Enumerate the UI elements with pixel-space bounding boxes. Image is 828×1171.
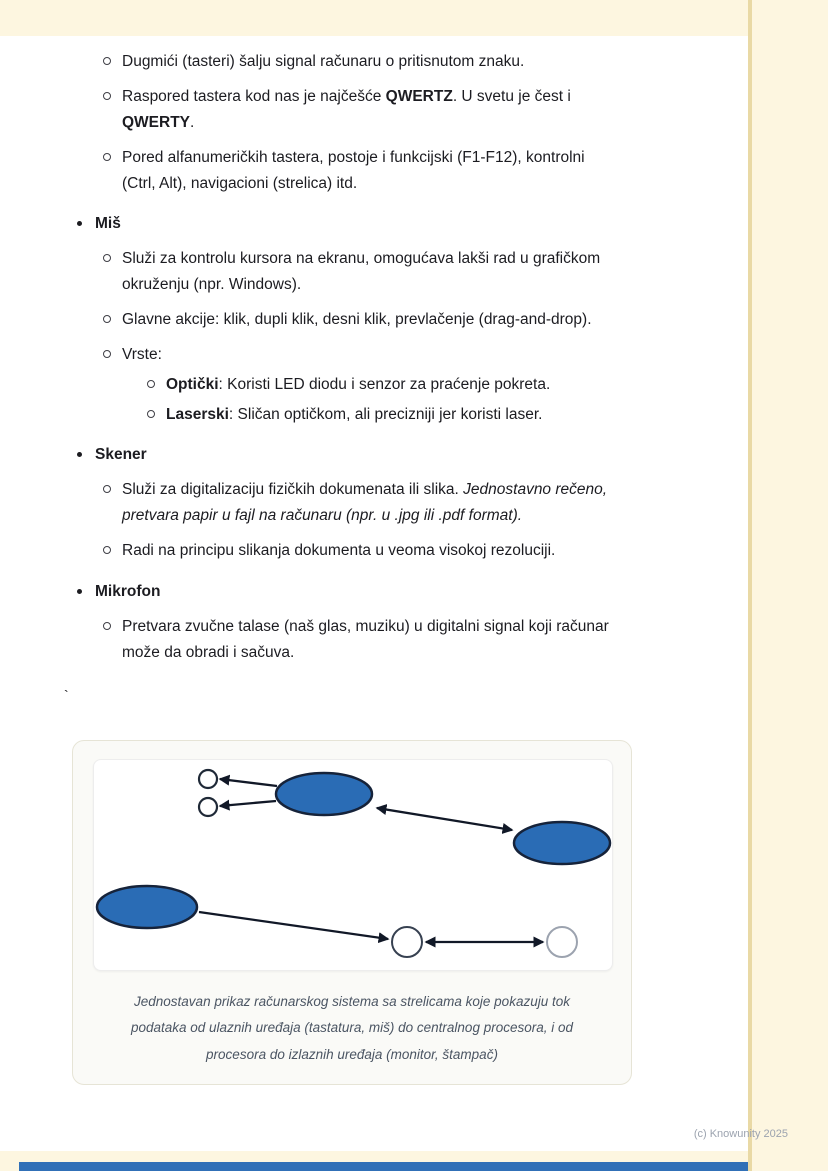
- list-item: [0, 84, 748, 136]
- bullet-circle-icon: [103, 485, 111, 493]
- list-item-text: Pored alfanumeričkih tastera, postoje i funkcijski (F1-F12), kontrolni (Ctrl, Alt), navigacioni (strelica) itd.: [122, 149, 585, 193]
- list-item: [0, 402, 748, 428]
- figure-card: [72, 740, 632, 1085]
- list-item: [0, 372, 748, 398]
- diagram-ellipse-left: [97, 886, 197, 928]
- list-item-text: Dugmići (tasteri) šalju signal računaru o pritisnutom znaku.: [122, 53, 525, 70]
- list-item-text: Laserski: Sličan optičkom, ali precizniji jer koristi laser.: [166, 406, 543, 424]
- list-item: [0, 614, 748, 666]
- list-item-text: Miš: [95, 215, 121, 233]
- list-item: [0, 211, 748, 237]
- page-right-edge: [748, 0, 752, 1171]
- bullet-dot-icon: [77, 221, 82, 226]
- list-item-text: Služi za kontrolu kursora na ekranu, omogućava lakši rad u grafičkom okruženju (npr. Windows).: [122, 250, 601, 294]
- bullet-dot-icon: [77, 452, 82, 457]
- list-item-text: Skener: [95, 446, 147, 464]
- bullet-dot-icon: [77, 589, 82, 594]
- list-item: [0, 579, 748, 605]
- list-item-text: Služi za digitalizaciju fizičkih dokumenata ili slika. Jednostavno rečeno, pretvara papir u fajl na računaru (npr. u .jpg ili .pdf format).: [122, 481, 608, 525]
- list-item-text: Radi na principu slikanja dokumenta u veoma visokoj rezoluciji.: [122, 542, 556, 560]
- list-item: [0, 442, 748, 468]
- bullet-circle-icon: [103, 57, 111, 65]
- list-item: [0, 307, 748, 333]
- list-item-text: Glavne akcije: klik, dupli klik, desni klik, prevlačenje (drag-and-drop).: [122, 311, 592, 329]
- list-item: [0, 49, 748, 75]
- bullet-circle-icon: [103, 153, 111, 161]
- diagram-ellipse-right: [514, 822, 610, 864]
- notes-list: [0, 49, 748, 666]
- notes-content: [0, 36, 748, 707]
- bullet-circle-icon: [103, 350, 111, 358]
- copyright-note: (c) Knowunity 2025: [693, 1128, 788, 1140]
- list-item-text: Mikrofon: [95, 582, 161, 600]
- figure-caption-line: podataka od ulaznih uređaja (tastatura, miš) do centralnog procesora, i od: [130, 1020, 573, 1036]
- figure-caption-line: procesora do izlaznih uređaja (monitor, štampač): [206, 1046, 498, 1062]
- arrow-cpu-to-output1: [220, 779, 277, 786]
- viewer-margin-right: [752, 0, 828, 1171]
- list-item-text: Vrste:: [122, 346, 162, 364]
- bullet-circle-icon: [103, 254, 111, 262]
- list-item: [0, 477, 748, 529]
- viewer-margin-top: [0, 0, 828, 36]
- diagram-circle-output: [547, 927, 577, 957]
- list-item-text: Optički: Koristi LED diodu i senzor za praćenje pokreta.: [166, 376, 551, 394]
- stray-character: `: [64, 686, 69, 703]
- figure-caption: [93, 989, 611, 1068]
- bullet-circle-icon: [103, 622, 111, 630]
- list-item-text: Pretvara zvučne talase (naš glas, muziku) u digitalni signal koji računar može da obradi i sačuva.: [122, 617, 609, 661]
- figure-caption-line: Jednostavan prikaz računarskog sistema sa strelicama koje pokazuju tok: [134, 994, 570, 1009]
- bottom-accent-bar: [19, 1162, 748, 1171]
- list-item: [0, 538, 748, 564]
- list-item-text: Raspored tastera kod nas je najčešće QWERTZ. U svetu je čest i QWERTY.: [122, 88, 571, 132]
- bullet-circle-icon: [103, 92, 111, 100]
- arrow-cpu-memory-bidirectional: [377, 808, 512, 830]
- diagram-ellipse-top-center: [276, 773, 372, 815]
- bullet-circle-icon: [103, 546, 111, 554]
- bullet-circle-icon: [103, 315, 111, 323]
- diagram-small-circle-top: [199, 770, 217, 788]
- arrow-cpu-to-output2: [220, 801, 276, 806]
- diagram-small-circle-bottom: [199, 798, 217, 816]
- system-diagram-svg: [94, 760, 613, 971]
- diagram-circle-processor: [392, 927, 422, 957]
- list-item: [0, 145, 748, 197]
- list-item: [0, 246, 748, 298]
- arrow-input-to-processor: [199, 912, 388, 939]
- bullet-circle-icon: [147, 380, 155, 388]
- bullet-circle-icon: [147, 410, 155, 418]
- diagram-panel: [93, 759, 613, 971]
- list-item: [0, 342, 748, 368]
